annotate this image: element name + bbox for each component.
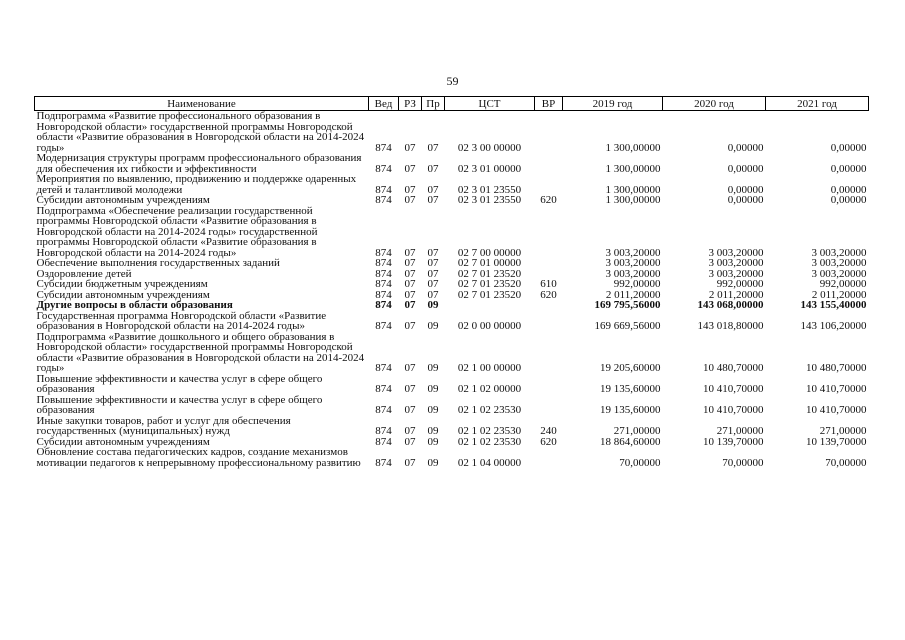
row-pr: 07	[427, 194, 439, 206]
row-name: Обновление состава педагогических кадров, создание механизмов мотивации педагогов к непрерывному профессиональному развитию	[36, 446, 361, 469]
row-ved: 874	[375, 141, 392, 154]
row-ved: 874	[375, 288, 392, 301]
row-rz: 07	[404, 162, 416, 175]
row-2019: 3 003,20000	[605, 257, 661, 269]
row-pr: 07	[427, 288, 439, 301]
row-2019: 18 864,60000	[600, 435, 661, 448]
row-ved: 874	[375, 257, 392, 269]
row-name: Государственная программа Новгородской области «Развитие образования в Новгородской области на 2014-2024 годы»	[36, 309, 327, 332]
row-cst: 02 1 04 00000	[457, 456, 522, 469]
row-cst: 02 7 01 23520	[457, 278, 522, 290]
row-cst: 02 1 02 23530	[457, 425, 522, 437]
row-vr	[535, 174, 563, 195]
row-ved: 874	[375, 456, 392, 469]
table-row	[35, 258, 869, 269]
row-vr	[535, 300, 563, 311]
table-row	[35, 111, 869, 154]
table-row	[35, 195, 869, 206]
row-name: Модернизация структуры программ профессионального образования для обеспечения их гибкости и эффективности	[36, 152, 362, 175]
row-vr: 620	[540, 194, 557, 206]
row-vr	[535, 332, 563, 374]
row-rz: 07	[404, 246, 416, 259]
row-rz: 07	[404, 288, 416, 301]
row-name: Субсидии автономным учреждениям	[36, 435, 210, 448]
row-name: Другие вопросы в области образования	[36, 299, 233, 311]
row-2020: 2 011,20000	[708, 288, 764, 301]
row-vr: 240	[540, 425, 557, 437]
row-cst: 02 7 01 23520	[457, 288, 522, 301]
row-pr: 09	[427, 456, 439, 469]
row-2019: 169 669,56000	[594, 320, 661, 332]
header-pr: Пр	[422, 97, 445, 111]
row-pr: 07	[427, 246, 439, 259]
row-pr: 09	[427, 299, 439, 311]
table-row	[35, 311, 869, 332]
row-vr	[535, 395, 563, 416]
row-2021: 3 003,20000	[811, 257, 867, 269]
row-pr: 07	[427, 267, 439, 280]
row-ved: 874	[375, 194, 392, 206]
row-2020: 271,00000	[716, 425, 764, 437]
table-row	[35, 416, 869, 437]
row-cst: 02 3 01 00000	[457, 162, 522, 175]
row-pr: 09	[427, 404, 439, 416]
row-pr: 07	[427, 257, 439, 269]
row-name: Повышение эффективности и качества услуг в сфере общего образования	[36, 372, 323, 395]
row-2021: 143 155,40000	[800, 299, 867, 311]
row-2021: 70,00000	[825, 456, 867, 469]
row-2020: 3 003,20000	[708, 267, 764, 280]
row-cst: 02 7 01 23520	[457, 267, 522, 280]
row-rz: 07	[404, 456, 416, 469]
row-cst	[445, 300, 535, 311]
table-row	[35, 279, 869, 290]
row-2019: 3 003,20000	[605, 246, 661, 259]
row-2019: 19 135,60000	[600, 404, 661, 416]
row-2020: 10 410,70000	[703, 383, 764, 395]
header-2020: 2020 год	[663, 97, 766, 111]
row-2019: 70,00000	[619, 456, 661, 469]
row-ved: 874	[375, 383, 392, 395]
row-2021: 271,00000	[819, 425, 867, 437]
row-2020: 70,00000	[722, 456, 764, 469]
row-pr: 09	[427, 425, 439, 437]
row-ved: 874	[375, 320, 392, 332]
row-2020: 10 480,70000	[703, 362, 764, 374]
row-2021: 0,00000	[830, 141, 867, 154]
row-2021: 143 106,20000	[800, 320, 867, 332]
row-2019: 19 205,60000	[600, 362, 661, 374]
row-ved: 874	[375, 278, 392, 290]
row-vr	[535, 374, 563, 395]
header-vr: ВР	[535, 97, 563, 111]
row-2021: 10 410,70000	[806, 404, 867, 416]
row-vr	[535, 206, 563, 259]
row-rz: 07	[404, 278, 416, 290]
row-cst: 02 1 02 23530	[457, 404, 522, 416]
table-row	[35, 174, 869, 195]
row-cst: 02 1 02 00000	[457, 383, 522, 395]
row-2020: 992,00000	[716, 278, 764, 290]
table-row	[35, 206, 869, 259]
row-cst: 02 7 00 00000	[457, 246, 522, 259]
row-name: Повышение эффективности и качества услуг в сфере общего образования	[36, 393, 323, 416]
row-rz: 07	[404, 257, 416, 269]
header-rz: РЗ	[399, 97, 422, 111]
row-name: Субсидии автономным учреждениям	[36, 194, 210, 206]
table-row	[35, 447, 869, 468]
table-row	[35, 153, 869, 174]
row-ved: 874	[375, 299, 392, 311]
row-rz: 07	[404, 267, 416, 280]
row-2021: 10 139,70000	[806, 435, 867, 448]
row-ved: 874	[375, 404, 392, 416]
row-2021: 0,00000	[830, 194, 867, 206]
row-pr: 09	[427, 320, 439, 332]
row-2020: 3 003,20000	[708, 246, 764, 259]
row-rz: 07	[404, 435, 416, 448]
row-2019: 19 135,60000	[600, 383, 661, 395]
row-vr	[535, 311, 563, 332]
row-name: Субсидии бюджетным учреждениям	[36, 278, 208, 290]
row-2021: 10 480,70000	[806, 362, 867, 374]
row-cst: 02 0 00 00000	[457, 320, 522, 332]
row-ved: 874	[375, 246, 392, 259]
row-name: Субсидии автономным учреждениям	[36, 288, 210, 301]
table-row	[35, 395, 869, 416]
row-name: Подпрограмма «Развитие дошкольного и общего образования в Новгородской области» государственной программы Новгородской области «Развитие образования в Новгородской области на 2014-2024 годы»	[36, 330, 365, 374]
row-2021: 2 011,20000	[811, 288, 867, 301]
row-2019: 992,00000	[613, 278, 661, 290]
row-name: Оздоровление детей	[36, 267, 132, 280]
row-rz: 07	[404, 299, 416, 311]
row-cst: 02 1 00 00000	[457, 362, 522, 374]
row-vr	[535, 111, 563, 154]
budget-table	[34, 96, 869, 468]
row-2019: 1 300,00000	[605, 183, 661, 196]
row-vr: 610	[540, 278, 557, 290]
row-2021: 3 003,20000	[811, 246, 867, 259]
row-cst: 02 7 01 00000	[457, 257, 522, 269]
table-row	[35, 332, 869, 374]
row-2019: 2 011,20000	[605, 288, 661, 301]
row-vr: 620	[540, 288, 557, 301]
row-name: Подпрограмма «Развитие профессионального образования в Новгородской области» государственной программы Новгородской области «Развитие образования в Новгородской области на 2014-2024 годы»	[36, 110, 365, 154]
row-rz: 07	[404, 425, 416, 437]
row-2021: 0,00000	[830, 183, 867, 196]
row-cst: 02 3 01 23550	[457, 183, 522, 196]
row-ved: 874	[375, 435, 392, 448]
row-2020: 3 003,20000	[708, 257, 764, 269]
row-pr: 09	[427, 362, 439, 374]
row-rz: 07	[404, 404, 416, 416]
row-ved: 874	[375, 267, 392, 280]
header-cst: ЦСТ	[445, 97, 535, 111]
table-header-row	[35, 97, 869, 111]
row-pr: 09	[427, 435, 439, 448]
row-2021: 10 410,70000	[806, 383, 867, 395]
row-ved: 874	[375, 362, 392, 374]
row-2020: 0,00000	[727, 194, 764, 206]
row-rz: 07	[404, 194, 416, 206]
row-pr: 09	[427, 383, 439, 395]
row-2020: 143 068,00000	[697, 299, 764, 311]
row-2020: 0,00000	[727, 183, 764, 196]
row-name: Мероприятия по выявлению, продвижению и поддержке одаренных детей и талантливой молодежи	[36, 173, 357, 196]
row-2021: 0,00000	[830, 162, 867, 175]
header-ved: Вед	[369, 97, 399, 111]
row-rz: 07	[404, 362, 416, 374]
row-ved: 874	[375, 162, 392, 175]
row-2020: 10 139,70000	[703, 435, 764, 448]
row-pr: 07	[427, 141, 439, 154]
row-cst: 02 3 01 23550	[457, 194, 522, 206]
table-row	[35, 300, 869, 311]
row-ved: 874	[375, 425, 392, 437]
row-name: Обеспечение выполнения государственных заданий	[36, 257, 280, 269]
row-2020: 0,00000	[727, 162, 764, 175]
row-2021: 992,00000	[819, 278, 867, 290]
row-2019: 1 300,00000	[605, 194, 661, 206]
row-2020: 0,00000	[727, 141, 764, 154]
row-2019: 271,00000	[613, 425, 661, 437]
row-2019: 3 003,20000	[605, 267, 661, 280]
row-2020: 143 018,80000	[697, 320, 764, 332]
row-cst: 02 1 02 23530	[457, 435, 522, 448]
row-pr: 07	[427, 183, 439, 196]
header-name: Наименование	[35, 97, 369, 111]
page-number: 59	[446, 74, 459, 88]
row-2020: 10 410,70000	[703, 404, 764, 416]
row-2019: 169 795,56000	[594, 299, 661, 311]
row-rz: 07	[404, 183, 416, 196]
row-cst: 02 3 00 00000	[457, 141, 522, 154]
row-2019: 1 300,00000	[605, 162, 661, 175]
row-rz: 07	[404, 383, 416, 395]
row-ved: 874	[375, 183, 392, 196]
row-vr	[535, 447, 563, 468]
row-rz: 07	[404, 320, 416, 332]
row-2019: 1 300,00000	[605, 141, 661, 154]
table-row	[35, 374, 869, 395]
row-vr	[535, 153, 563, 174]
row-name: Подпрограмма «Обеспечение реализации государственной программы Новгородской области «Развитие образования в Новгородской области на 2014-2024 годы» государственной программы Новгородской области «Развитие образования в Новгородской области на 2014-2024 годы»	[36, 204, 318, 259]
row-name: Иные закупки товаров, работ и услуг для обеспечения государственных (муниципальных) нужд	[36, 414, 291, 437]
row-2021: 3 003,20000	[811, 267, 867, 280]
header-2021: 2021 год	[766, 97, 869, 111]
row-pr: 07	[427, 278, 439, 290]
row-vr: 620	[540, 435, 557, 448]
row-vr	[535, 258, 563, 269]
row-rz: 07	[404, 141, 416, 154]
header-2019: 2019 год	[563, 97, 663, 111]
row-pr: 07	[427, 162, 439, 175]
